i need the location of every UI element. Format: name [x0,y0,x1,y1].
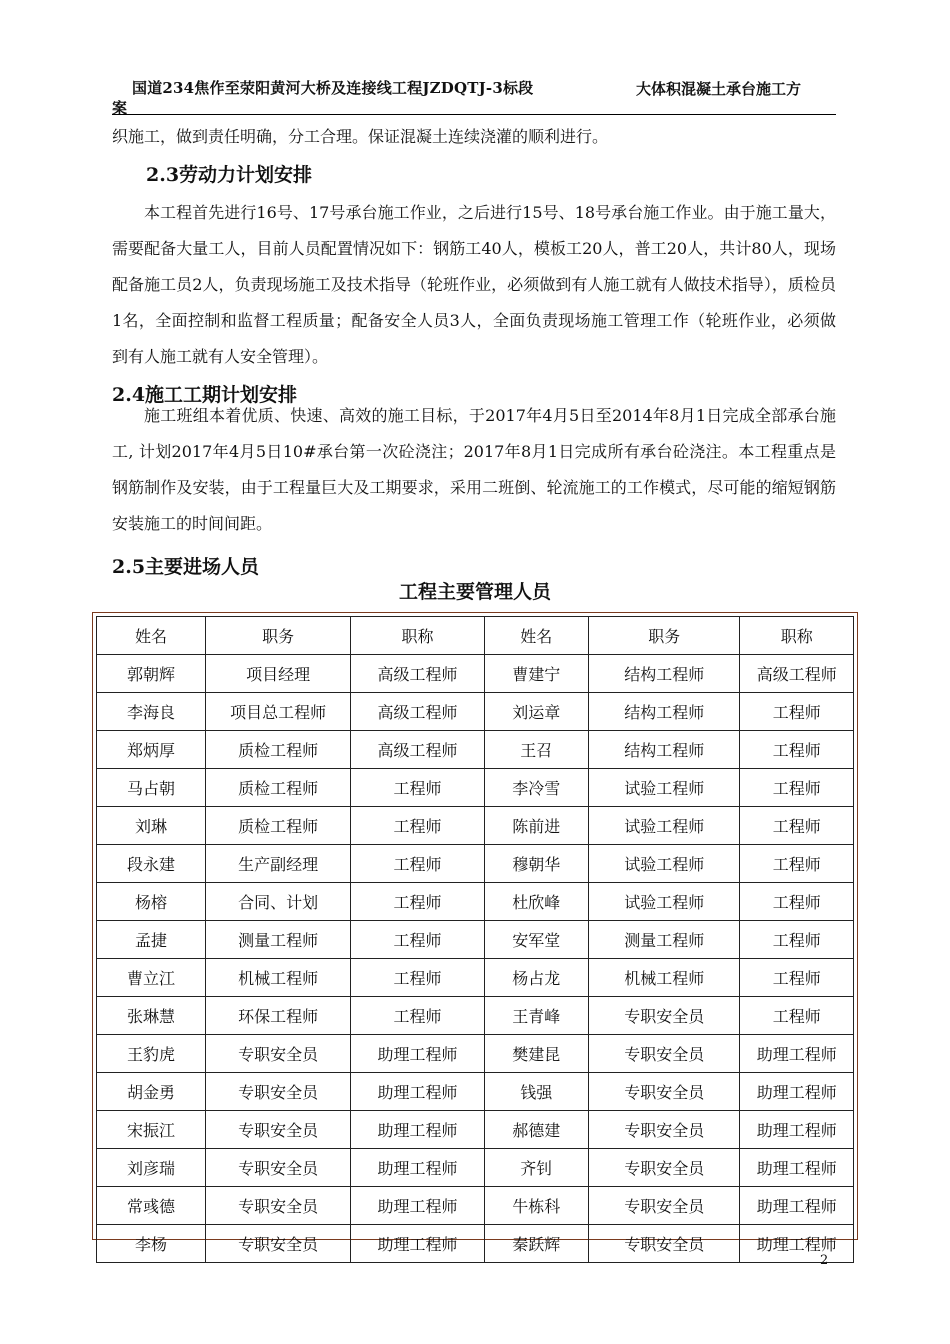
table-cell: 齐钊 [484,1149,588,1187]
column-header: 职务 [206,617,351,655]
table-cell: 专职安全员 [206,1225,351,1263]
table-cell: 王召 [484,731,588,769]
table-cell: 质检工程师 [206,731,351,769]
column-header: 职务 [589,617,740,655]
table-cell: 结构工程师 [589,655,740,693]
table-cell: 工程师 [740,731,854,769]
table-cell: 试验工程师 [589,769,740,807]
page-number: 2 [820,1253,829,1268]
table-cell: 专职安全员 [206,1187,351,1225]
table-cell: 工程师 [351,845,484,883]
table-cell: 助理工程师 [740,1225,854,1263]
table-cell: 工程师 [740,921,854,959]
personnel-table-frame [92,612,858,1254]
column-header: 姓名 [97,617,206,655]
table-row [97,655,854,693]
table-cell: 专职安全员 [589,1035,740,1073]
table-row [97,731,854,769]
table-cell: 李杨 [97,1225,206,1263]
table-cell: 助理工程师 [740,1149,854,1187]
table-cell: 试验工程师 [589,807,740,845]
running-header-left [112,78,572,118]
table-row [97,959,854,997]
table-cell: 高级工程师 [351,731,484,769]
table-cell: 专职安全员 [206,1035,351,1073]
table-cell: 工程师 [351,921,484,959]
table-cell: 助理工程师 [351,1111,484,1149]
table-cell: 助理工程师 [740,1035,854,1073]
paragraph-schedule: 施工班组本着优质、快速、高效的施工目标，于2017年4月5日至2014年8月1日完成全部承台施工, 计划2017年4月5日10#承台第一次砼浇注；2017年8月1日完成所有承台砼浇注。本工程重点是钢筋制作及安装，由于工程量巨大及工期要求，采用二班倒、轮流施工的工作模式，尽可能的缩短钢筋安装施工的时间间距。 [112,406,836,533]
table-cell: 秦跃辉 [484,1225,588,1263]
heading-2-4: 2.4施工工期计划安排 [112,384,298,406]
table-cell: 试验工程师 [589,883,740,921]
table-row [97,1035,854,1073]
table-title: 工程主要管理人员 [398,581,551,603]
table-cell: 合同、计划 [206,883,351,921]
table-cell: 郑炳厚 [97,731,206,769]
table-cell: 工程师 [351,807,484,845]
paragraph-labor-plan: 本工程首先进行16号、17号承台施工作业，之后进行15号、18号承台施工作业。由于施工量大，需要配备大量工人，目前人员配置情况如下：钢筋工40人，模板工20人，普工20人，共计80人，现场配备施工员2人，负责现场施工及技术指导（轮班作业，必须做到有人施工就有人做技术指导），质检员1名，全面控制和监督工程质量；配备安全人员3人，全面负责现场施工管理工作（轮班作业，必须做到有人施工就有人安全管理）。 [112,203,836,366]
table-cell: 项目经理 [206,655,351,693]
table-cell: 机械工程师 [589,959,740,997]
table-cell: 杨占龙 [484,959,588,997]
table-cell: 刘琳 [97,807,206,845]
table-cell: 助理工程师 [740,1111,854,1149]
table-cell: 专职安全员 [589,1111,740,1149]
table-cell: 杜欣峰 [484,883,588,921]
table-cell: 樊建昆 [484,1035,588,1073]
table-cell: 测量工程师 [589,921,740,959]
table-body [97,655,854,1263]
table-row [97,1111,854,1149]
table-cell: 助理工程师 [351,1073,484,1111]
table-cell: 穆朝华 [484,845,588,883]
table-row [97,693,854,731]
table-cell: 助理工程师 [351,1035,484,1073]
table-cell: 工程师 [351,883,484,921]
table-cell: 专职安全员 [589,1225,740,1263]
table-cell: 陈前进 [484,807,588,845]
personnel-table [96,616,854,1263]
table-cell: 工程师 [740,997,854,1035]
table-cell: 专职安全员 [589,1149,740,1187]
table-cell: 助理工程师 [351,1187,484,1225]
table-cell: 专职安全员 [206,1149,351,1187]
header-title-line2: 案 [112,99,128,117]
table-cell: 工程师 [740,807,854,845]
table-row [97,807,854,845]
table-cell: 李冷雪 [484,769,588,807]
table-row [97,883,854,921]
table-cell: 机械工程师 [206,959,351,997]
heading-2-3: 2.3劳动力计划安排 [146,164,313,186]
table-cell: 杨榕 [97,883,206,921]
table-cell: 钱强 [484,1073,588,1111]
table-row [97,845,854,883]
running-header-right: 大体积混凝土承台施工方 [636,80,802,98]
header-title-line1: 国道234焦作至荥阳黄河大桥及连接线工程JZDQTJ-3标段 [132,79,534,97]
table-cell: 安军堂 [484,921,588,959]
table-cell: 结构工程师 [589,731,740,769]
table-cell: 高级工程师 [351,655,484,693]
table-cell: 助理工程师 [740,1073,854,1111]
column-header: 姓名 [484,617,588,655]
table-cell: 高级工程师 [740,655,854,693]
table-cell: 专职安全员 [206,1111,351,1149]
table-cell: 王豹虎 [97,1035,206,1073]
table-header-row [97,617,854,655]
table-cell: 工程师 [351,769,484,807]
table-row [97,1187,854,1225]
heading-2-5: 2.5主要进场人员 [112,556,260,578]
table-cell: 工程师 [740,959,854,997]
table-row [97,921,854,959]
table-cell: 项目总工程师 [206,693,351,731]
header-divider [112,114,836,115]
table-cell: 工程师 [740,769,854,807]
table-cell: 环保工程师 [206,997,351,1035]
table-cell: 高级工程师 [351,693,484,731]
table-cell: 助理工程师 [740,1187,854,1225]
table-cell: 工程师 [351,997,484,1035]
table-cell: 刘彦瑞 [97,1149,206,1187]
table-cell: 专职安全员 [589,1073,740,1111]
table-cell: 刘运章 [484,693,588,731]
table-cell: 李海良 [97,693,206,731]
table-cell: 曹立江 [97,959,206,997]
table-cell: 助理工程师 [351,1149,484,1187]
table-cell: 测量工程师 [206,921,351,959]
table-row [97,769,854,807]
table-cell: 工程师 [740,883,854,921]
table-cell: 张琳慧 [97,997,206,1035]
table-cell: 工程师 [740,693,854,731]
table-row [97,1073,854,1111]
table-cell: 郝德建 [484,1111,588,1149]
table-cell: 王青峰 [484,997,588,1035]
table-cell: 牛栋科 [484,1187,588,1225]
table-cell: 试验工程师 [589,845,740,883]
table-cell: 段永建 [97,845,206,883]
table-row [97,997,854,1035]
table-row [97,1149,854,1187]
table-cell: 质检工程师 [206,769,351,807]
table-cell: 结构工程师 [589,693,740,731]
table-cell: 胡金勇 [97,1073,206,1111]
table-cell: 质检工程师 [206,807,351,845]
table-cell: 生产副经理 [206,845,351,883]
table-row [97,1225,854,1263]
table-cell: 工程师 [740,845,854,883]
table-cell: 宋振江 [97,1111,206,1149]
column-header: 职称 [740,617,854,655]
column-header: 职称 [351,617,484,655]
table-cell: 曹建宁 [484,655,588,693]
intro-line: 织施工，做到责任明确，分工合理。保证混凝土连续浇灌的顺利进行。 [112,127,609,146]
table-cell: 马占朝 [97,769,206,807]
table-cell: 专职安全员 [206,1073,351,1111]
table-cell: 助理工程师 [351,1225,484,1263]
table-cell: 孟捷 [97,921,206,959]
table-cell: 专职安全员 [589,1187,740,1225]
table-cell: 郭朝辉 [97,655,206,693]
table-cell: 工程师 [351,959,484,997]
table-cell: 常彧德 [97,1187,206,1225]
table-cell: 专职安全员 [589,997,740,1035]
